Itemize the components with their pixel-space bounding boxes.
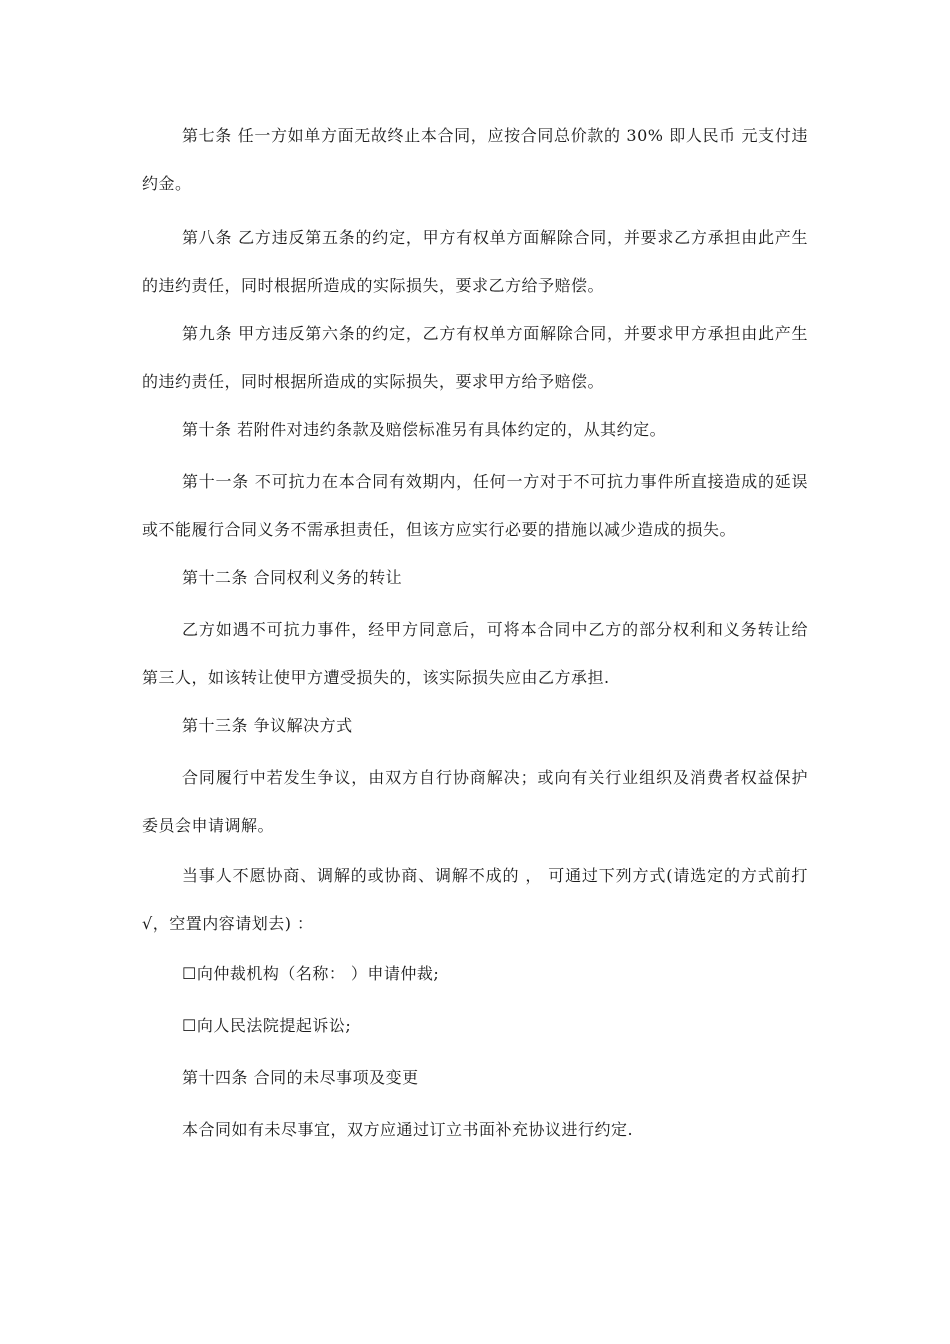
article-12-body: 乙方如遇不可抗力事件，经甲方同意后，可将本合同中乙方的部分权利和义务转让给第三人，如该转让使甲方遭受损失的，该实际损失应由乙方承担. <box>142 620 808 687</box>
article-14-heading: 第十四条 合同的未尽事项及变更 <box>182 1068 419 1087</box>
article-11: 第十一条 不可抗力在本合同有效期内，任何一方对于不可抗力事件所直接造成的延误或不能履行合同义务不需承担责任，但该方应实行必要的措施以减少造成的损失。 <box>142 472 808 539</box>
article-7: 第七条 任一方如单方面无故终止本合同，应按合同总价款的 30% 即人民币 元支付违约金。 <box>142 126 808 193</box>
article-9: 第九条 甲方违反第六条的约定，乙方有权单方面解除合同，并要求甲方承担由此产生的违约责任，同时根据所造成的实际损失，要求甲方给予赔偿。 <box>142 324 808 391</box>
article-10: 第十条 若附件对违约条款及赔偿标准另有具体约定的，从其约定。 <box>182 420 667 439</box>
option-litigation: ☐向人民法院提起诉讼; <box>182 1016 352 1035</box>
article-8: 第八条 乙方违反第五条的约定，甲方有权单方面解除合同，并要求乙方承担由此产生的违约责任，同时根据所造成的实际损失，要求乙方给予赔偿。 <box>142 228 808 295</box>
article-13-mediation: 合同履行中若发生争议，由双方自行协商解决；或向有关行业组织及消费者权益保护委员会申请调解。 <box>142 768 808 835</box>
article-14-body: 本合同如有未尽事宜，双方应通过订立书面补充协议进行约定. <box>182 1120 634 1139</box>
article-13-options-intro: 当事人不愿协商、调解的或协商、调解不成的 ， 可通过下列方式(请选定的方式前打 √，空置内容请划去) ： <box>142 866 808 933</box>
option-arbitration: ☐向仲裁机构（名称： ）申请仲裁; <box>182 964 440 983</box>
article-13-heading: 第十三条 争议解决方式 <box>182 716 353 735</box>
article-12-heading: 第十二条 合同权利义务的转让 <box>182 568 403 587</box>
